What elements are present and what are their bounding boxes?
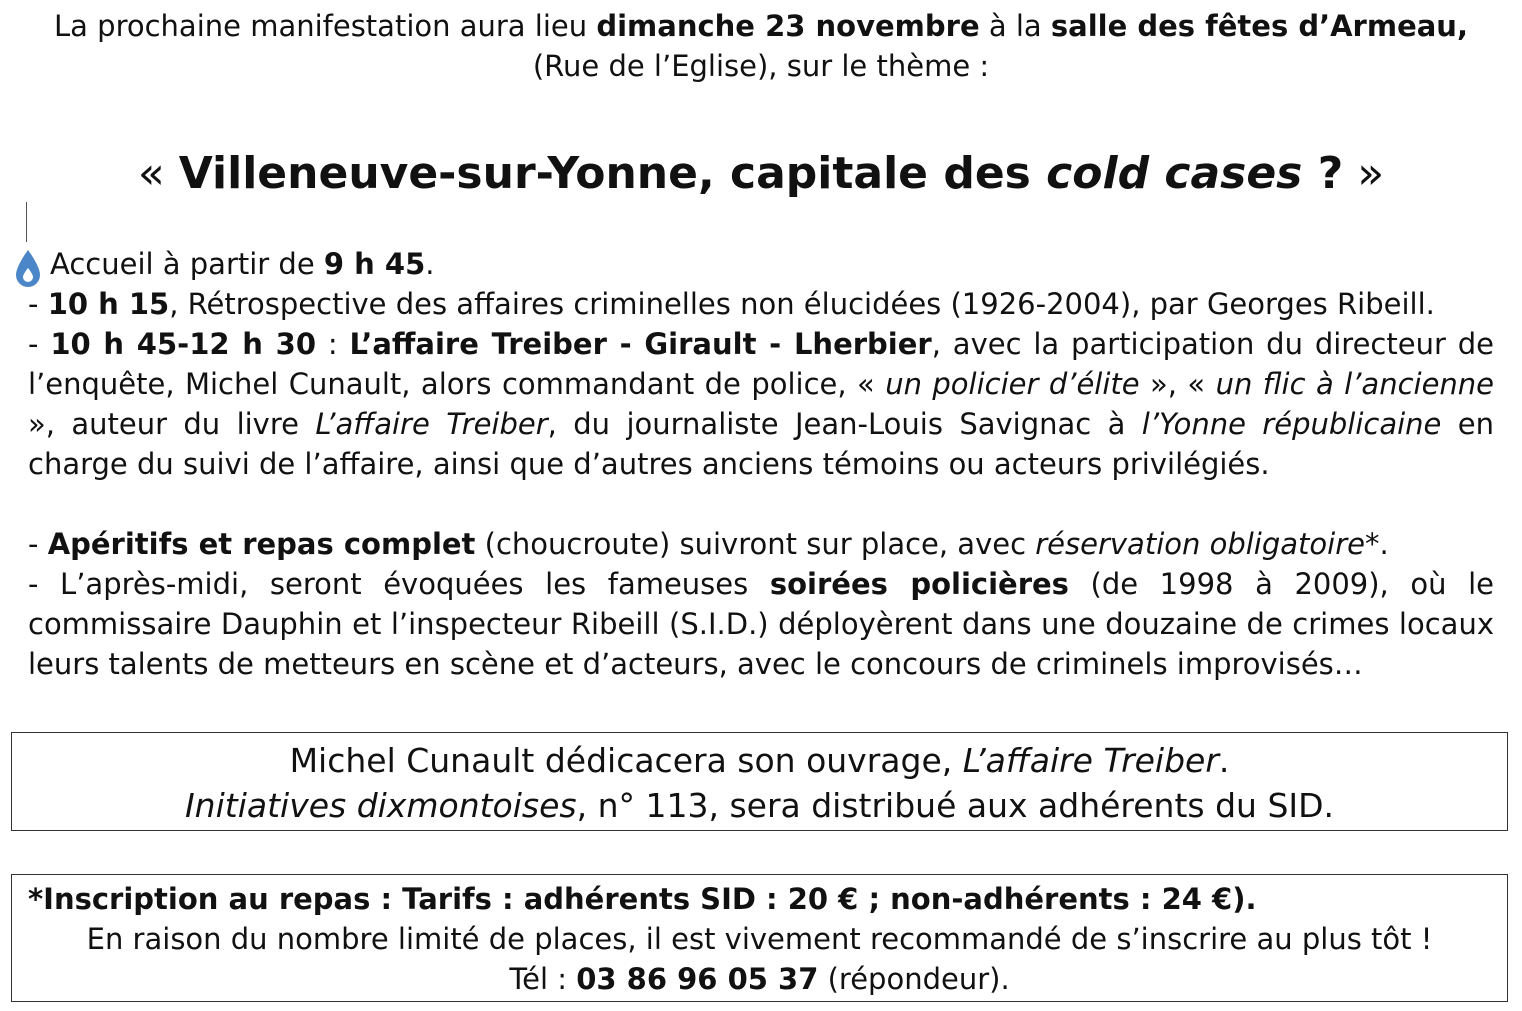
event-date: dimanche 23 novembre bbox=[596, 9, 980, 43]
program-item-retrospective: - 10 h 15, Rétrospective des affaires criminelles non élucidées (1926-2004), par Georges Ribeill. bbox=[28, 287, 1435, 321]
dedication-box bbox=[11, 732, 1508, 831]
paragraph-gap bbox=[28, 484, 1494, 524]
intro-line-1: La prochaine manifestation aura lieu dimanche 23 novembre à la salle des fêtes d’Armeau, bbox=[54, 9, 1468, 43]
registration-notice: En raison du nombre limité de places, il est vivement recommandé de s’inscrire au plus tôt ! bbox=[86, 922, 1433, 956]
program-item-meal: - Apéritifs et repas complet (choucroute) suivront sur place, avec réservation obligatoire*. bbox=[28, 527, 1389, 561]
event-title: « Villeneuve-sur-Yonne, capitale des cold cases ? » bbox=[137, 148, 1385, 199]
phone-number: 03 86 96 05 37 bbox=[576, 962, 819, 996]
registration-phone: Tél : 03 86 96 05 37 (répondeur). bbox=[509, 962, 1010, 996]
event-venue: salle des fêtes d’Armeau, bbox=[1050, 9, 1468, 43]
intro-text bbox=[0, 6, 1522, 86]
program-item-afternoon: - L’après-midi, seront évoquées les fameuses soirées policières (de 1998 à 2009), où le commissaire Dauphin et l’inspecteur Ribeill (S.I.D.) déployèrent dans une douzaine de crimes locaux leurs talents de metteurs en scène et d’acteurs, avec le concours de criminels improvisés… bbox=[28, 567, 1504, 681]
distribution-line: Initiatives dixmontoises, n° 113, sera distribué aux adhérents du SID. bbox=[184, 786, 1335, 825]
program-item-treiber: - 10 h 45-12 h 30 : L’affaire Treiber - Girault - Lherbier, avec la participation du directeur de l’enquête, Michel Cunault, alors commandant de police, « un policier d’élite », « un flic à l’ancienne », auteur du livre L’affaire Treiber, du journaliste Jean-Louis Savignac à l’Yonne républicaine en charge du suivi de l’affaire, ainsi que d’autres anciens témoins ou acteurs privilégiés. bbox=[28, 327, 1504, 481]
registration-prices: *Inscription au repas : Tarifs : adhérents SID : 20 € ; non-adhérents : 24 €). bbox=[28, 882, 1257, 916]
program-body bbox=[28, 244, 1504, 684]
registration-box bbox=[11, 874, 1508, 1002]
intro-line-2: (Rue de l’Eglise), sur le thème : bbox=[532, 49, 990, 83]
dedication-line: Michel Cunault dédicacera son ouvrage, L’affaire Treiber. bbox=[289, 741, 1230, 780]
program-welcome: Accueil à partir de 9 h 45. bbox=[50, 247, 435, 281]
text-cursor bbox=[26, 202, 27, 242]
